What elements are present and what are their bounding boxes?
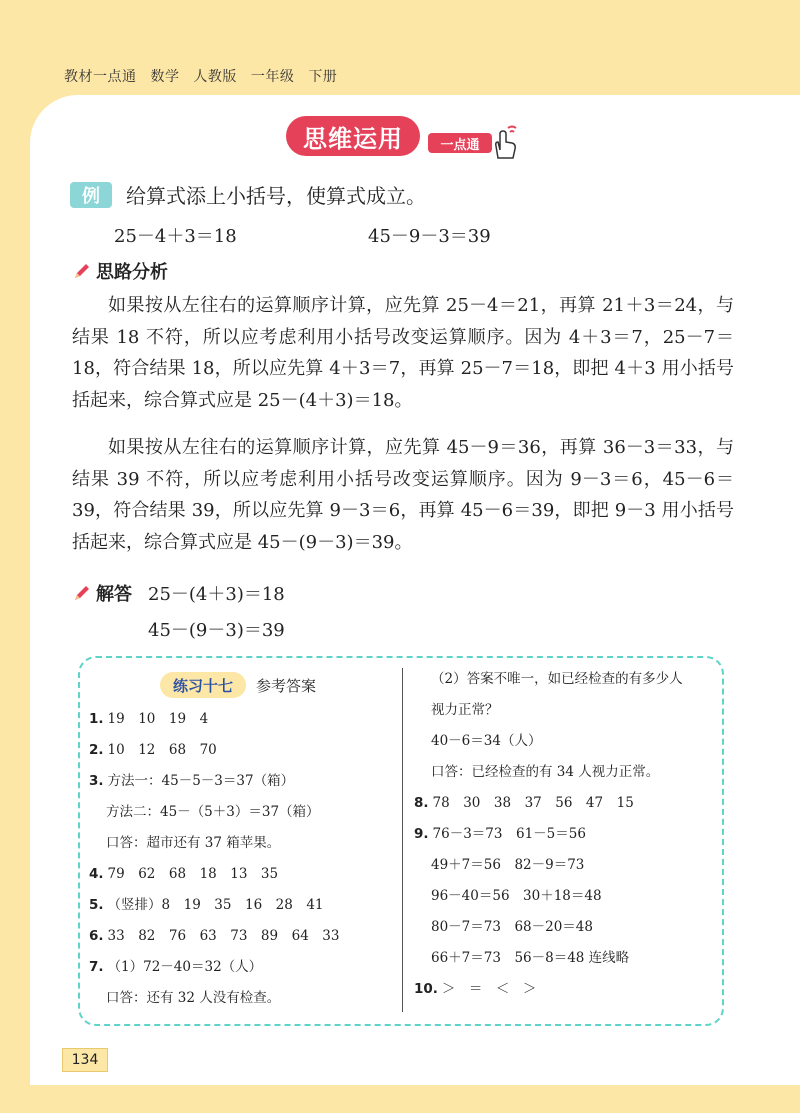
answer-line (89, 924, 339, 944)
answer-text: 40－6＝34（人） (431, 733, 542, 749)
answer-text: （竖排）8 19 35 16 28 41 (107, 897, 324, 913)
question-number: 9. (414, 826, 429, 842)
answer-text: 78 30 38 37 56 47 15 (432, 795, 634, 811)
question-number: 6. (89, 928, 104, 944)
answer-line (414, 977, 536, 997)
answer-line (431, 915, 593, 935)
page-number: 134 (62, 1048, 108, 1072)
analysis-paragraph-2: 如果按从左往右的运算顺序计算，应先算 45－9＝36，再算 36－3＝33，与结果 39 不符，所以应考虑利用小括号改变运算顺序。因为 9－3＝6，45－6＝39，符合结果 39，所以应先算 9－3＝6，再算 45－6＝39，即把 9－3 用小括号括起来，综合算式应是 45－(9－3)＝39。 (72, 437, 734, 553)
answer-text: 49＋7＝56 82－9＝73 (431, 857, 585, 873)
answer-text: 76－3＝73 61－5＝56 (432, 826, 586, 842)
answer-heading-text: 解答 (96, 584, 132, 605)
answer-line (106, 831, 280, 851)
example-question: 给算式添上小括号，使算式成立。 (126, 184, 426, 208)
section-badge: 一点通 (428, 133, 492, 153)
header-grade: 一年级 (250, 69, 295, 85)
answer-line (89, 707, 208, 727)
answer-line (431, 729, 541, 749)
pointing-hand-icon (488, 124, 520, 160)
pencil-icon (72, 583, 92, 603)
answer-line (431, 853, 584, 873)
answer-line (414, 791, 634, 811)
answer-line (106, 986, 280, 1006)
question-number: 10. (414, 981, 438, 997)
answer-line (89, 769, 294, 789)
analysis-heading-text: 思路分析 (96, 262, 168, 283)
column-divider (402, 668, 403, 1012)
answer-text: 66＋7＝73 56－8＝48 连线略 (431, 950, 630, 966)
answer-line (431, 667, 683, 687)
example-equation-1: 25－4＋3＝18 (114, 226, 237, 247)
answer-text: 19 10 19 4 (107, 711, 209, 727)
answer-text: 口答：还有 32 人没有检查。 (106, 990, 281, 1006)
answer-line (89, 955, 262, 975)
answer-line (106, 800, 320, 820)
answer-text: 方法一：45－5－3＝37（箱） (107, 773, 295, 789)
running-header (64, 66, 346, 86)
question-number: 2. (89, 742, 104, 758)
answer-text: 口答：超市还有 37 箱苹果。 (106, 835, 281, 851)
question-number: 1. (89, 711, 104, 727)
answer-line (431, 946, 629, 966)
question-number: 8. (414, 795, 429, 811)
header-book: 教材一点通 (64, 69, 137, 85)
analysis-heading (72, 258, 168, 284)
answer-text: 口答：已经检查的有 34 人视力正常。 (431, 764, 660, 780)
example-equation-2: 45－9－3＝39 (368, 226, 491, 247)
answer-text: 视力正常？ (431, 702, 499, 718)
example-tag: 例 (70, 182, 112, 208)
answer-line (431, 760, 659, 780)
answer-text: （2）答案不唯一，如已经检查的有多少人 (431, 671, 683, 687)
answer-line (431, 884, 602, 904)
pencil-icon (72, 261, 92, 281)
analysis-paragraph-1: 如果按从左往右的运算顺序计算，应先算 25－4＝21，再算 21＋3＝24，与结果 18 不符，所以应考虑利用小括号改变运算顺序。因为 4＋3＝7，25－7＝18，符合结果 18，所以应先算 4＋3＝7，再算 25－7＝18，即把 4＋3 用小括号括起来，综合算式应是 25－(4＋3)＝18。 (72, 295, 734, 411)
answer-line (431, 698, 499, 718)
header-edition: 人教版 (193, 69, 237, 85)
answer-text: 80－7＝73 68－20＝48 (431, 919, 593, 935)
section-title: 思维运用 (286, 116, 420, 156)
answer-line (89, 738, 217, 758)
answer-line-1: 25－(4＋3)＝18 (148, 584, 285, 605)
answer-line (414, 822, 586, 842)
answer-text: ＞ ＝ ＜ ＞ (441, 981, 537, 997)
question-number: 7. (89, 959, 104, 975)
answer-line-2: 45－(9－3)＝39 (148, 620, 285, 641)
answer-text: 96－40＝56 30＋18＝48 (431, 888, 602, 904)
answer-text: 方法二：45－（5＋3）＝37（箱） (106, 804, 320, 820)
answer-text: 33 82 76 63 73 89 64 33 (107, 928, 340, 944)
header-volume: 下册 (308, 69, 338, 85)
question-number: 4. (89, 866, 104, 882)
answer-text: （1）72－40＝32（人） (107, 959, 263, 975)
practice-title: 练习十七 (160, 672, 246, 698)
question-number: 5. (89, 897, 104, 913)
practice-subtitle: 参考答案 (256, 677, 317, 695)
answer-line (89, 862, 278, 882)
answer-line (89, 893, 324, 913)
answer-text: 79 62 68 18 13 35 (107, 866, 279, 882)
question-number: 3. (89, 773, 104, 789)
answer-text: 10 12 68 70 (107, 742, 217, 758)
answer-heading (72, 580, 132, 606)
header-subject: 数学 (150, 69, 180, 85)
